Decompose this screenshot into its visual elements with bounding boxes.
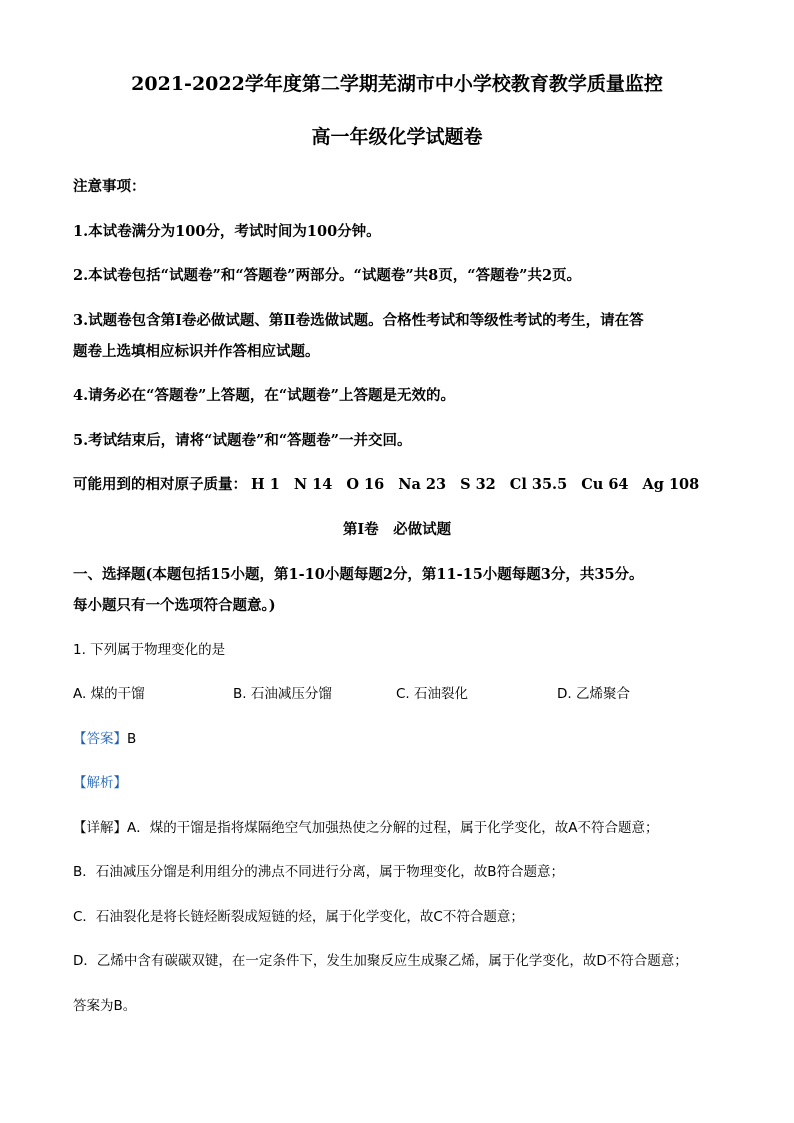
notice-item: 1.本试卷满分为100分，考试时间为100分钟。 bbox=[73, 223, 381, 240]
answer-value: B bbox=[127, 731, 137, 747]
answer-line bbox=[73, 729, 136, 749]
atomic-mass-item: Ag 108 bbox=[642, 476, 700, 493]
part-heading-line1: 一、选择题(本题包括15小题，第1-10小题每题2分，第11-15小题每题3分，共35分。 bbox=[73, 566, 644, 583]
notice-item: 4.请务必在“答题卷”上答题，在“试题卷”上答题是无效的。 bbox=[73, 387, 455, 404]
atomic-mass-item: Na 23 bbox=[398, 476, 447, 493]
notice-heading: 注意事项： bbox=[73, 178, 146, 195]
notice-item: 2.本试卷包括“试题卷”和“答题卷”两部分。“试题卷”共8页，“答题卷”共2页。 bbox=[73, 267, 582, 284]
explanation-line: 答案为B。 bbox=[73, 998, 137, 1014]
option-a: A. 煤的干馏 bbox=[73, 686, 145, 702]
explanation-line: B．石油减压分馏是利用组分的沸点不同进行分离，属于物理变化，故B符合题意； bbox=[73, 864, 565, 880]
notice-item: 题卷上选填相应标识并作答相应试题。 bbox=[73, 343, 320, 360]
atomic-mass-item: H 1 bbox=[251, 476, 280, 493]
notice-item: 3.试题卷包含第Ⅰ卷必做试题、第Ⅱ卷选做试题。合格性考试和等级性考试的考生，请在答 bbox=[73, 312, 644, 329]
option-d: D. 乙烯聚合 bbox=[557, 686, 630, 702]
option-b: B. 石油减压分馏 bbox=[233, 686, 332, 702]
explanation-text: A．煤的干馏是指将煤隔绝空气加强热使之分解的过程，属于化学变化，故A不符合题意； bbox=[127, 820, 659, 836]
explanation-line bbox=[73, 818, 658, 838]
atomic-mass-label: 可能用到的相对原子质量： bbox=[73, 476, 247, 493]
atomic-mass-item: N 14 bbox=[293, 476, 333, 493]
atomic-mass-line bbox=[73, 475, 699, 495]
detail-tag: 【详解】 bbox=[73, 820, 127, 836]
answer-tag: 【答案】 bbox=[73, 731, 127, 747]
explanation-line: D．乙烯中含有碳碳双键，在一定条件下，发生加聚反应生成聚乙烯，属于化学变化，故D不符合题意； bbox=[73, 953, 688, 969]
atomic-mass-item: S 32 bbox=[460, 476, 496, 493]
atomic-mass-item: Cu 64 bbox=[581, 476, 629, 493]
atomic-mass-item: O 16 bbox=[346, 476, 385, 493]
analysis-line bbox=[73, 773, 127, 793]
part-heading-line2: 每小题只有一个选项符合题意。) bbox=[73, 597, 276, 614]
notice-item: 5.考试结束后，请将“试题卷”和“答题卷”一并交回。 bbox=[73, 432, 412, 449]
page-subtitle: 高一年级化学试题卷 bbox=[311, 126, 483, 148]
analysis-tag: 【解析】 bbox=[73, 775, 127, 791]
question-stem: 1. 下列属于物理变化的是 bbox=[73, 642, 226, 658]
page-title: 2021-2022学年度第二学期芜湖市中小学校教育教学质量监控 bbox=[131, 73, 663, 95]
option-c: C. 石油裂化 bbox=[396, 686, 469, 702]
explanation-line: C．石油裂化是将长链烃断裂成短链的烃，属于化学变化，故C不符合题意； bbox=[73, 909, 524, 925]
section-title: 第Ⅰ卷 必做试题 bbox=[342, 521, 452, 538]
atomic-mass-item: Cl 35.5 bbox=[509, 476, 568, 493]
